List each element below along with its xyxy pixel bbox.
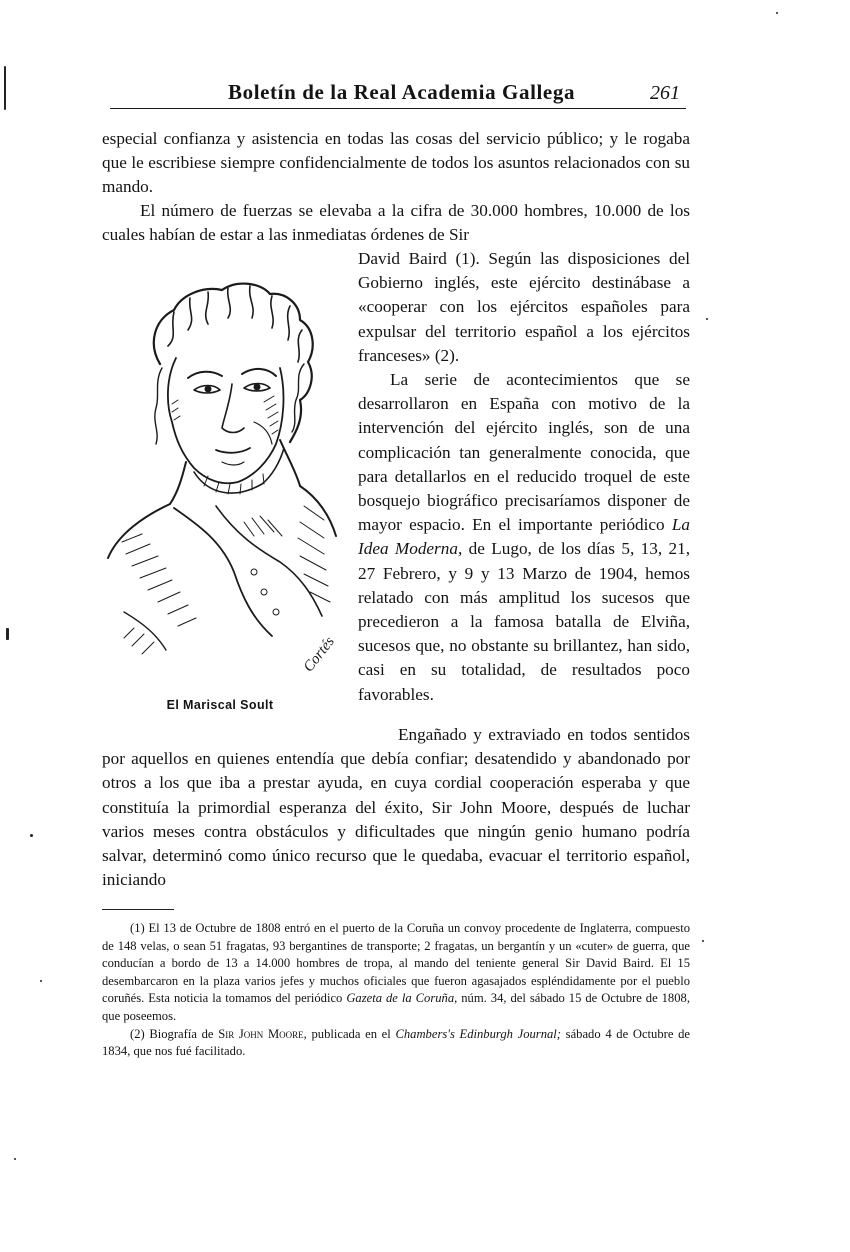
figure-caption: El Mariscal Soult: [166, 698, 274, 712]
scan-speck: [30, 834, 33, 837]
paragraph-3-a: La serie de acontecimientos que se desarrollaron en España con motivo de la intervención del ejército inglés, son de una complicación tan generalmente conocida, que para detallarlos en el reducido troquel de este bosquejo biográfico precisaríamos disponer de mayor espacio. En el importante periódico: [358, 370, 690, 535]
artist-signature: Cortés: [300, 633, 338, 676]
paragraph-4: [102, 723, 690, 892]
paragraph-1: especial confianza y asistencia en todas las cosas del servicio público; y le rogaba que le escribiese siempre confidencialmente de todos los asuntos relacionados con su mando.: [102, 129, 690, 197]
scan-speck: [14, 1158, 16, 1160]
paragraph-3: [358, 368, 690, 707]
scan-mark-edge: [4, 66, 6, 110]
scan-speck: [706, 318, 708, 320]
journal-title: Boletín de la Real Academia Gallega: [228, 80, 576, 104]
footnote-1: [102, 920, 690, 1026]
footnote-2-b: publicada en el: [311, 1026, 391, 1041]
paragraph-3-b: de Lugo, de los días 5, 13, 21, 27 Febrero, y 9 y 13 Marzo de 1904, hemos relatado con más amplitud los sucesos que precedieron a la famosa batalla de Elviña, sucesos que, no obstante su brillantez, han sido, casi en su totalidad, de resultados poco favorables.: [358, 539, 690, 704]
paragraph-2-top: El número de fuerzas se elevaba a la cifra de 30.000 hombres, 10.000 de los cuales habían de estar a las inmediatas órdenes de Sir: [102, 201, 690, 245]
periodical-title: La Idea Moderna,: [358, 515, 691, 559]
page-number: 261: [650, 82, 680, 104]
footnote-1-b: núm. 34, del sábado 15 de Octubre de 1808, que poseemos.: [102, 991, 690, 1023]
footnote-2-name: Sir John Moore,: [218, 1026, 307, 1041]
paragraph-4-text: Engañado y extraviado en todos sentidos por aquellos en quienes entendía que debía confiar; desatendido y abandonado por otros a los que iba a prestar ayuda, en cuya cordial cooperación esperaba y que constituía la primordial esperanza del éxito, Sir John Moore, después de luchar varios meses contra obstáculos y dificultades que ningún genio humano podría salvar, determinó como único recurso que le quedaba, evacuar el territorio español, iniciando: [102, 725, 690, 890]
scan-speck: [40, 980, 42, 982]
scan-mark-edge-2: [6, 628, 9, 640]
portrait-engraving: [104, 272, 350, 690]
side-column: [358, 247, 690, 707]
footnote-2: [102, 1026, 690, 1061]
scan-speck: [702, 940, 704, 942]
paragraph-2-side: David Baird (1). Según las disposiciones del Gobierno inglés, este ejército destinábase a «cooperar con los ejércitos españoles para expulsar del territorio español a los ejércitos franceses» (2).: [358, 249, 690, 365]
footnote-2-journal: Chambers's Edinburgh Journal;: [395, 1026, 561, 1041]
footnote-2-a: (2) Biografía de: [130, 1026, 214, 1041]
footnote-2-c: sábado 4 de Octubre de 1834, que nos fué facilitado.: [102, 1026, 690, 1059]
scan-speck: [776, 12, 778, 14]
footnote-1-a: (1) El 13 de Octubre de 1808 entró en el puerto de la Coruña un convoy procedente de Inglaterra, compuesto de 148 velas, o sean 51 fragatas, 93 bergantines de transporte; 2 fragatas, un bergantín y un «cuter» de guerra, que conducían a bordo de 13 a 14.000 hombres de tropa, al mando del teniente general Sir David Baird. El 15 desembarcaron en la plaza varios jefes y muchos oficiales que fueron agasajados espléndidamente por el pueblo coruñés. Esta noticia la tomamos del periódico: [102, 921, 690, 1006]
running-header: [110, 76, 686, 109]
footnote-1-periodical: Gazeta de la Coruña,: [346, 991, 458, 1006]
footnotes: [102, 920, 690, 1061]
footnote-rule: [102, 909, 174, 910]
